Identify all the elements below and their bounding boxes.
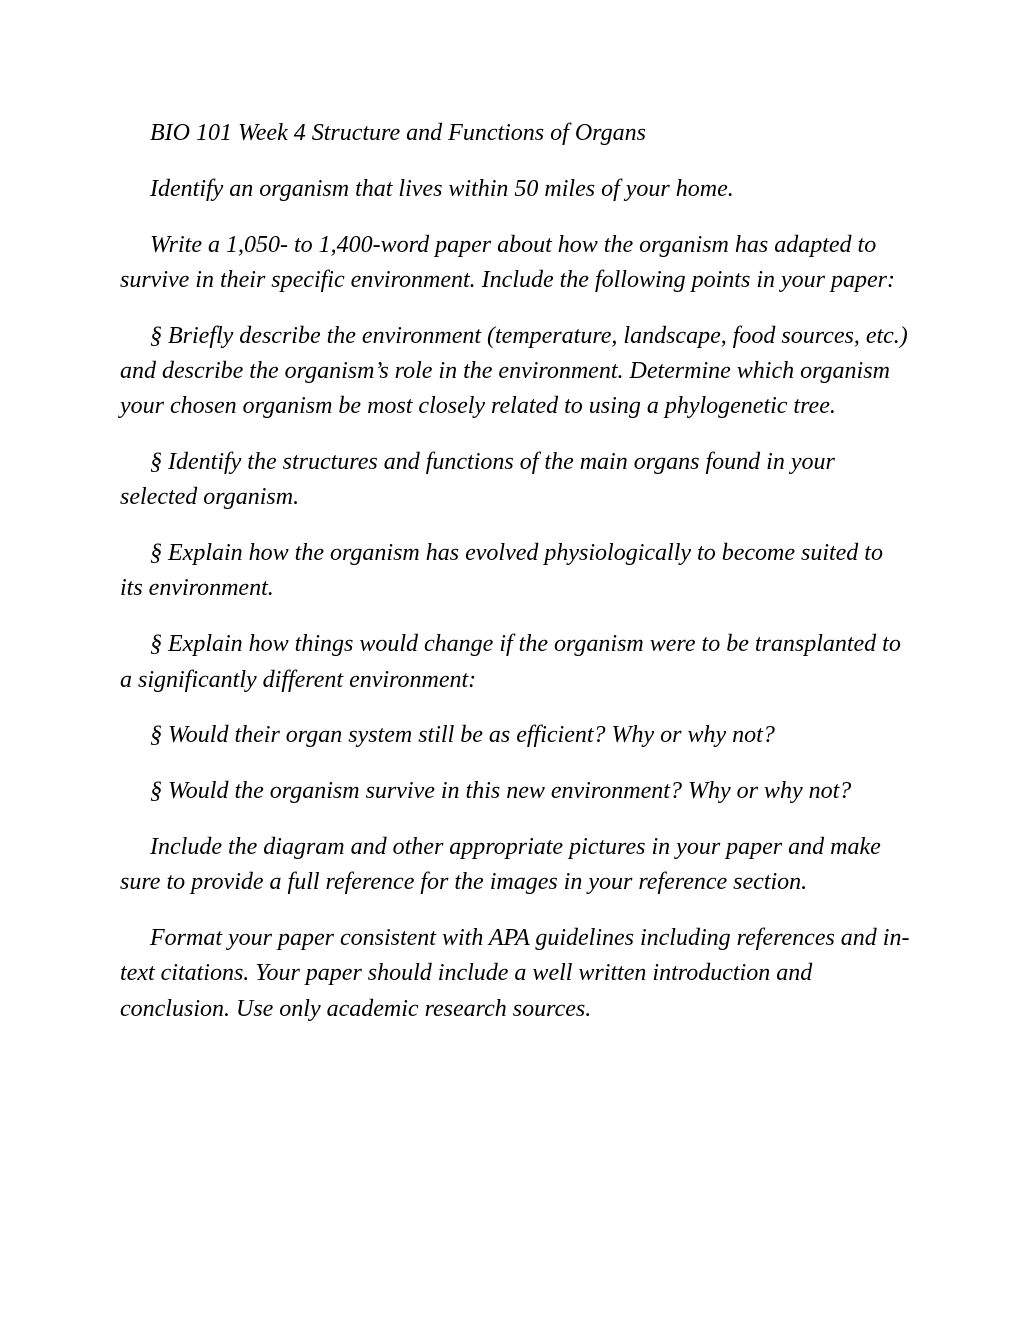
bullet-point: § Would their organ system still be as efficient? Why or why not? — [150, 722, 775, 749]
bullet-point: § Explain how things would change if the organism were to be transplanted to a significantly different environment: — [120, 631, 901, 693]
instruction-paragraph: Format your paper consistent with APA guidelines including references and in-text citations. Your paper should include a well written introduction and conclusion. Use only academic research sources. — [120, 925, 910, 1022]
instruction-paragraph: Include the diagram and other appropriate pictures in your paper and make sure to provide a full reference for the images in your reference section. — [120, 833, 881, 896]
bullet-point: § Identify the structures and functions of the main organs found in your selected organism. — [120, 449, 835, 511]
bullet-point: § Briefly describe the environment (temperature, landscape, food sources, etc.) and describe the organism’s role in the environment. Determine which organism your chosen organism be most closely related to using a phylogenetic tree. — [120, 322, 908, 420]
document-body — [120, 116, 910, 1047]
document-title: BIO 101 Week 4 Structure and Functions of Organs — [150, 120, 646, 146]
instruction-paragraph: Identify an organism that lives within 50 miles of your home. — [150, 175, 734, 202]
bullet-point: § Explain how the organism has evolved physiologically to become suited to its environment. — [120, 540, 883, 602]
instruction-paragraph: Write a 1,050- to 1,400-word paper about how the organism has adapted to survive in their specific environment. Include the following points in your paper: — [120, 231, 895, 293]
bullet-point: § Would the organism survive in this new environment? Why or why not? — [150, 778, 852, 805]
